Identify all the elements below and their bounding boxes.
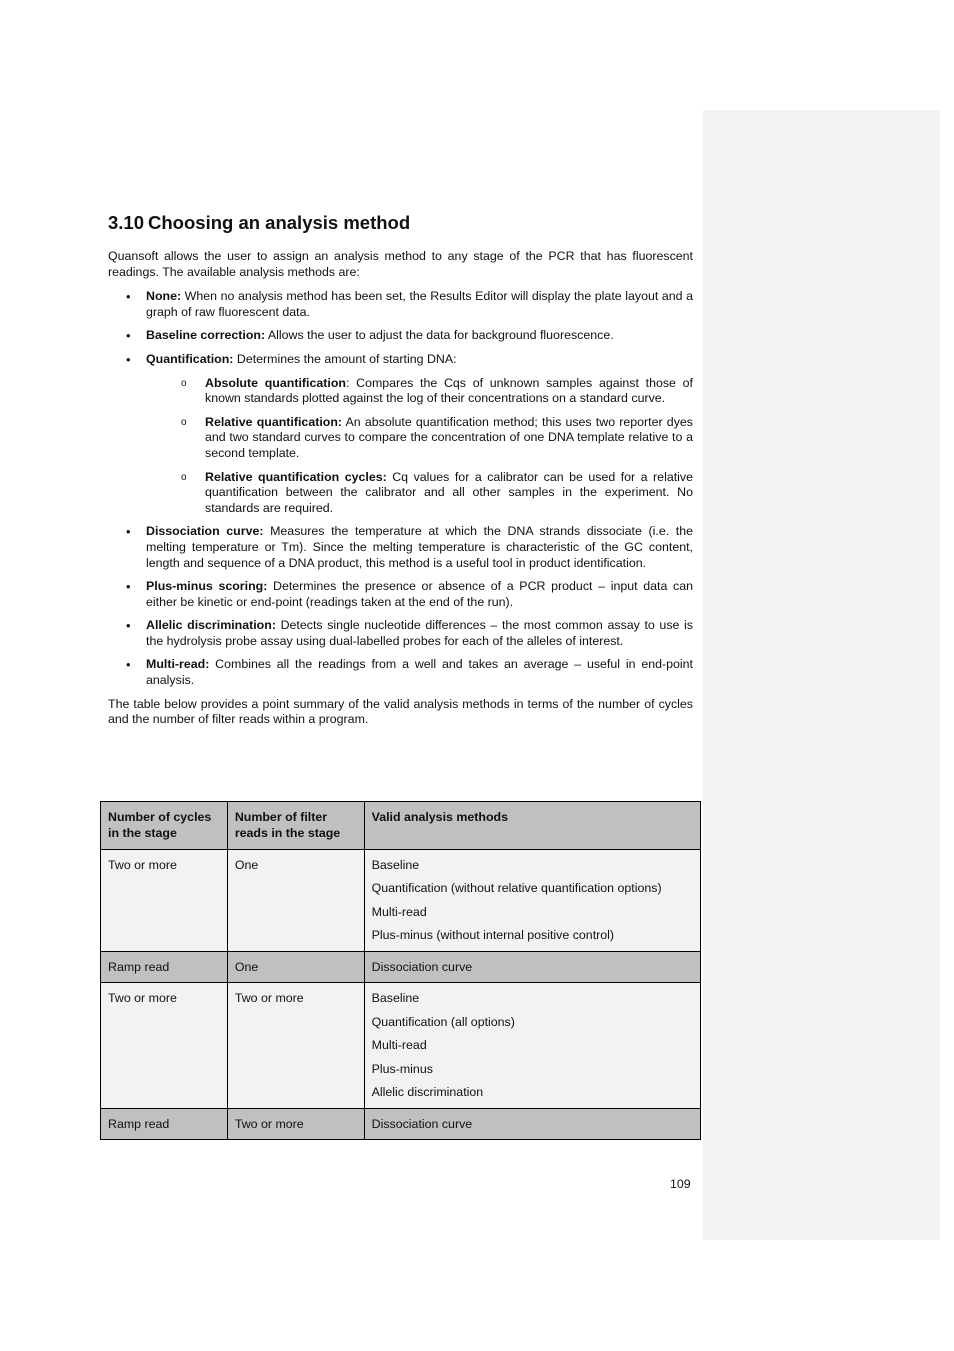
page-number: 109 — [670, 1177, 691, 1191]
method-text: Determines the amount of starting DNA: — [233, 351, 457, 366]
quantification-sublist — [146, 376, 693, 517]
sub-term: Relative quantification: — [205, 414, 343, 429]
method-text: Determines the presence or absence of a PCR product – input data can either be kinetic or end-point (readings taken at the end of the run). — [146, 579, 693, 609]
methods-cell — [364, 850, 700, 952]
table-row — [101, 1108, 701, 1140]
method-term: Quantification: — [146, 351, 234, 366]
table-row — [101, 983, 701, 1108]
comment-pane — [703, 110, 940, 1240]
column-header: Number of cycles in the stage — [101, 802, 228, 850]
method-term: Plus-minus scoring: — [146, 579, 268, 594]
page-content — [108, 211, 693, 728]
list-item — [108, 524, 693, 571]
list-item — [108, 352, 693, 516]
method-text: Detects single nucleotide differences – the most common assay to use is the hydrolysis probe assay using dual-labelled probes for each of the alleles of interest. — [146, 618, 693, 648]
cycles-cell: Two or more — [101, 983, 228, 1108]
reads-cell: One — [227, 951, 364, 983]
table-row — [101, 951, 701, 983]
intro-paragraph: Quansoft allows the user to assign an analysis method to any stage of the PCR that has fluorescent readings. The available analysis methods are: — [108, 249, 693, 279]
sub-list-item — [146, 415, 693, 462]
section-heading — [108, 211, 693, 235]
sub-term: Absolute quantification — [205, 375, 346, 390]
cycles-cell: Ramp read — [101, 1108, 228, 1140]
method-line: Dissociation curve — [371, 1116, 473, 1131]
method-line: Quantification (all options) — [371, 1014, 515, 1029]
list-item — [108, 579, 693, 610]
reads-cell: One — [227, 850, 364, 952]
list-item — [108, 328, 693, 344]
sub-text: : Compares the Cqs of unknown samples against those of known standards plotted against the log of their concentrations on a standard curve. — [205, 375, 693, 406]
analysis-methods-table — [100, 801, 701, 1140]
sub-list-item — [146, 376, 693, 407]
method-term: None: — [146, 289, 182, 304]
method-term: Baseline correction: — [146, 328, 266, 343]
method-line: Plus-minus (without internal positive control) — [371, 928, 615, 943]
table-header-row — [101, 802, 701, 850]
summary-paragraph: The table below provides a point summary of the valid analysis methods in terms of the number of cycles and the number of filter reads within a program. — [108, 696, 693, 727]
method-line: Multi-read — [371, 904, 427, 919]
sub-text: An absolute quantification method; this uses two reporter dyes and two standard curves to compare the concentration of one DNA template relative to a second template. — [205, 414, 693, 460]
method-line: Allelic discrimination — [371, 1084, 484, 1099]
method-line: Dissociation curve — [371, 959, 473, 974]
method-text: Combines all the readings from a well and takes an average – useful in end-point analysis. — [146, 657, 693, 688]
reads-cell: Two or more — [227, 983, 364, 1108]
method-term: Allelic discrimination: — [146, 618, 276, 633]
methods-cell — [364, 1108, 700, 1140]
sub-list-item — [146, 470, 693, 517]
cycles-cell: Ramp read — [101, 951, 228, 983]
method-line: Multi-read — [371, 1038, 427, 1053]
method-line: Quantification (without relative quantification options) — [371, 881, 662, 896]
methods-cell — [364, 951, 700, 983]
method-text: Allows the user to adjust the data for background fluorescence. — [265, 328, 614, 343]
method-term: Dissociation curve: — [146, 524, 264, 539]
reads-cell: Two or more — [227, 1108, 364, 1140]
section-number: 3.10 — [108, 212, 145, 233]
method-line: Plus-minus — [371, 1061, 433, 1076]
method-line: Baseline — [371, 858, 420, 872]
method-text: When no analysis method has been set, the Results Editor will display the plate layout and a graph of raw fluorescent data. — [146, 289, 693, 319]
table-row — [101, 850, 701, 952]
section-title: Choosing an analysis method — [148, 212, 411, 233]
list-item — [108, 289, 693, 320]
cycles-cell: Two or more — [101, 850, 228, 952]
list-item — [108, 657, 693, 688]
method-text: Measures the temperature at which the DNA strands dissociate (i.e. the melting temperature or Tm). Since the melting temperature is characteristic of the GC content, length and sequence of a DNA product, this method is a useful tool in product identification. — [146, 524, 693, 570]
method-term: Multi-read: — [146, 657, 210, 672]
list-item — [108, 618, 693, 649]
column-header: Valid analysis methods — [364, 802, 700, 850]
methods-cell — [364, 983, 700, 1108]
column-header: Number of filter reads in the stage — [227, 802, 364, 850]
methods-list — [108, 289, 693, 688]
method-line: Baseline — [371, 991, 420, 1006]
sub-term: Relative quantification cycles: — [205, 469, 387, 484]
sub-text: Cq values for a calibrator can be used for a relative quantification between the calibrator and all other samples in the experiment. No standards are required. — [205, 469, 693, 515]
